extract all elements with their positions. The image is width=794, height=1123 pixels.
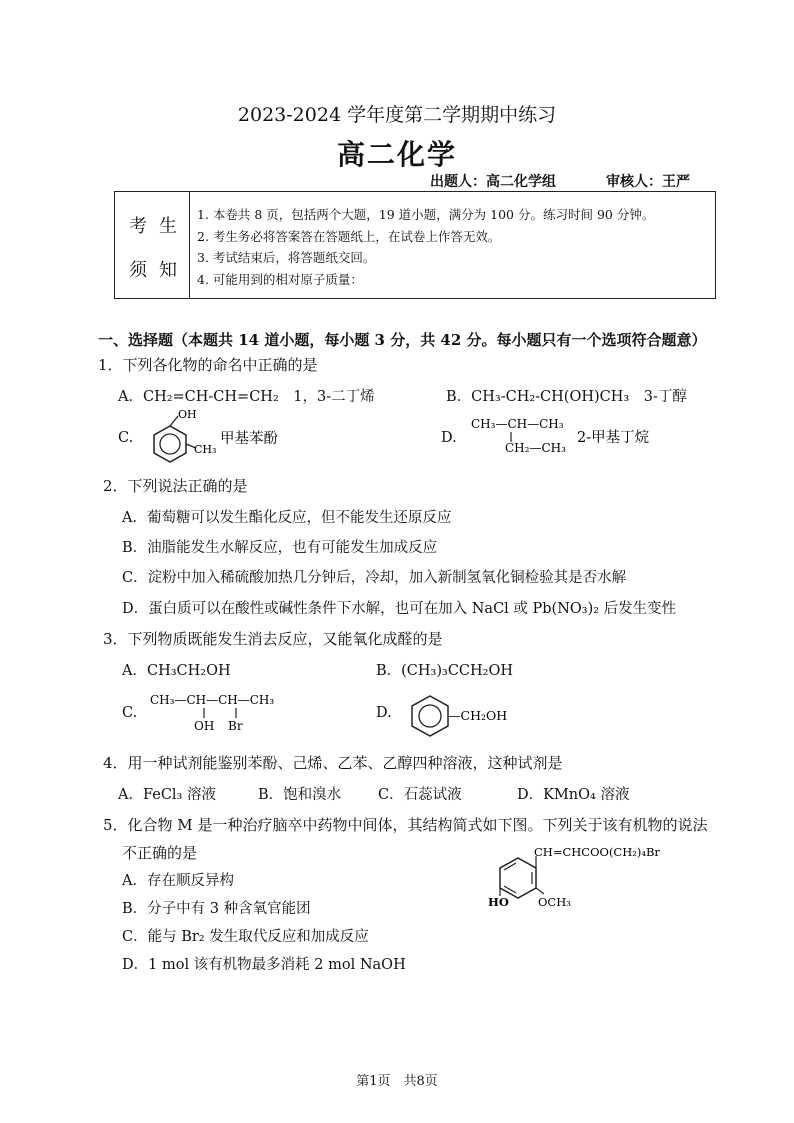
q3-option-a: A．CH₃CH₂OH xyxy=(122,663,231,679)
benzene-ring-circle xyxy=(419,705,441,727)
benzene-ring xyxy=(500,858,536,898)
q1-option-c-label: C. xyxy=(118,430,134,446)
q1-option-c-structure xyxy=(140,408,360,466)
q1-option-d-structure xyxy=(465,412,685,458)
q5-struct-chain: CH=CHCOO(CH₂)₄Br xyxy=(534,845,660,859)
benzene-ring xyxy=(154,426,186,462)
q1-d-line1: CH₃—CH—CH₃ xyxy=(471,417,564,431)
q3-option-d-structure xyxy=(400,690,560,738)
page-footer: 第1页 共8页 xyxy=(356,1074,438,1089)
section-heading: 一、选择题（本题共 14 道小题，每小题 3 分，共 42 分。每小题只有一个选项符合题意） xyxy=(98,331,707,349)
q1-option-b: B．CH₃-CH₂-CH(OH)CH₃ 3-丁醇 xyxy=(446,389,687,405)
q1-d-name: 2-甲基丁烷 xyxy=(577,430,650,446)
q4-option-c: C．石蕊试液 xyxy=(378,787,462,803)
notice-item: 3. 考试结束后，将答题纸交回。 xyxy=(197,250,376,265)
q1-option-a: A．CH₂=CH-CH=CH₂ 1，3-二丁烯 xyxy=(118,389,375,405)
q5-option-a: A．存在顺反异构 xyxy=(122,873,234,889)
q2-option-b: B．油脂能发生水解反应，也有可能发生加成反应 xyxy=(122,540,438,556)
q1-d-line2: CH₂—CH₃ xyxy=(505,441,566,455)
q5-option-d: D．1 mol 该有机物最多消耗 2 mol NaOH xyxy=(122,957,406,973)
q1-stem: 1．下列各化物的命名中正确的是 xyxy=(98,356,318,374)
benzene-ring xyxy=(412,696,448,736)
q5-struct-ho: HO xyxy=(488,895,509,909)
q2-option-d: D．蛋白质可以在酸性或碱性条件下水解，也可在加入 NaCl 或 Pb(NO₃)₂ 后发生变性 xyxy=(122,601,677,617)
q4-stem: 4．用一种试剂能鉴别苯酚、己烯、乙苯、乙醇四种溶液，这种试剂是 xyxy=(103,754,563,772)
q1-option-d-label: D. xyxy=(441,430,457,446)
q1-c-name: 甲基苯酚 xyxy=(220,431,278,447)
notice-item: 4. 可能用到的相对原子质量： xyxy=(197,271,363,287)
q3-d-ch2oh: —CH₂OH xyxy=(448,708,508,723)
q3-option-c-label: C. xyxy=(122,705,138,721)
och3-bond xyxy=(536,888,544,894)
q4-option-d: D．KMnO₄ 溶液 xyxy=(517,787,630,803)
q3-c-oh: OH xyxy=(194,719,215,733)
oh-bond xyxy=(170,416,178,426)
q3-stem: 3．下列物质既能发生消去反应，又能氧化成醛的是 xyxy=(103,630,443,648)
notice-label xyxy=(115,192,190,298)
q5-struct-och3: OCH₃ xyxy=(538,895,571,909)
q4-option-a: A．FeCl₃ 溶液 xyxy=(118,787,216,803)
notice-label-line1: 考生 xyxy=(129,216,189,237)
q2-option-c: C．淀粉中加入稀硫酸加热几分钟后，冷却，加入新制氢氧化铜检验其是否水解 xyxy=(122,570,627,586)
q1-c-oh: OH xyxy=(178,408,197,421)
q5-option-c: C．能与 Br₂ 发生取代反应和加成反应 xyxy=(122,929,369,945)
q2-option-a: A．葡萄糖可以发生酯化反应，但不能发生还原反应 xyxy=(122,510,452,526)
notice-item: 1. 本卷共 8 页，包括两个大题，19 道小题，满分为 100 分。练习时间 90 分钟。 xyxy=(197,207,655,222)
q3-c-br: Br xyxy=(228,719,243,733)
benzene-ring-circle xyxy=(160,434,180,454)
notice-items xyxy=(197,204,654,290)
q3-option-b: B．(CH₃)₃CCH₂OH xyxy=(376,663,514,679)
q5-stem-2: 不正确的是 xyxy=(122,844,198,862)
notice-item: 2. 考生务必将答案答在答题纸上，在试卷上作答无效。 xyxy=(197,228,501,244)
q4-option-b: B．饱和溴水 xyxy=(258,787,342,803)
q3-c-line1: CH₃—CH—CH—CH₃ xyxy=(150,693,275,707)
q5-option-b: B．分子中有 3 种含氧官能团 xyxy=(122,901,311,917)
notice-box xyxy=(114,191,716,299)
q5-structure xyxy=(486,844,706,910)
q1-c-ch3: CH₃ xyxy=(194,443,217,456)
reviewer-label: 审核人：王严 xyxy=(606,174,690,190)
q3-option-d-label: D. xyxy=(376,705,392,721)
q5-stem: 5．化合物 M 是一种治疗脑卒中药物中间体，其结构简式如下图。下列关于该有机物的说法 xyxy=(103,816,708,834)
setter-label: 出题人：高二化学组 xyxy=(430,174,556,190)
notice-label-line2: 须知 xyxy=(129,260,189,281)
subject-title: 高二化学 xyxy=(336,138,457,171)
q2-stem: 2．下列说法正确的是 xyxy=(103,477,248,495)
q3-option-c-structure xyxy=(146,688,306,736)
exam-title: 2023-2024 学年度第二学期期中练习 xyxy=(237,104,557,126)
